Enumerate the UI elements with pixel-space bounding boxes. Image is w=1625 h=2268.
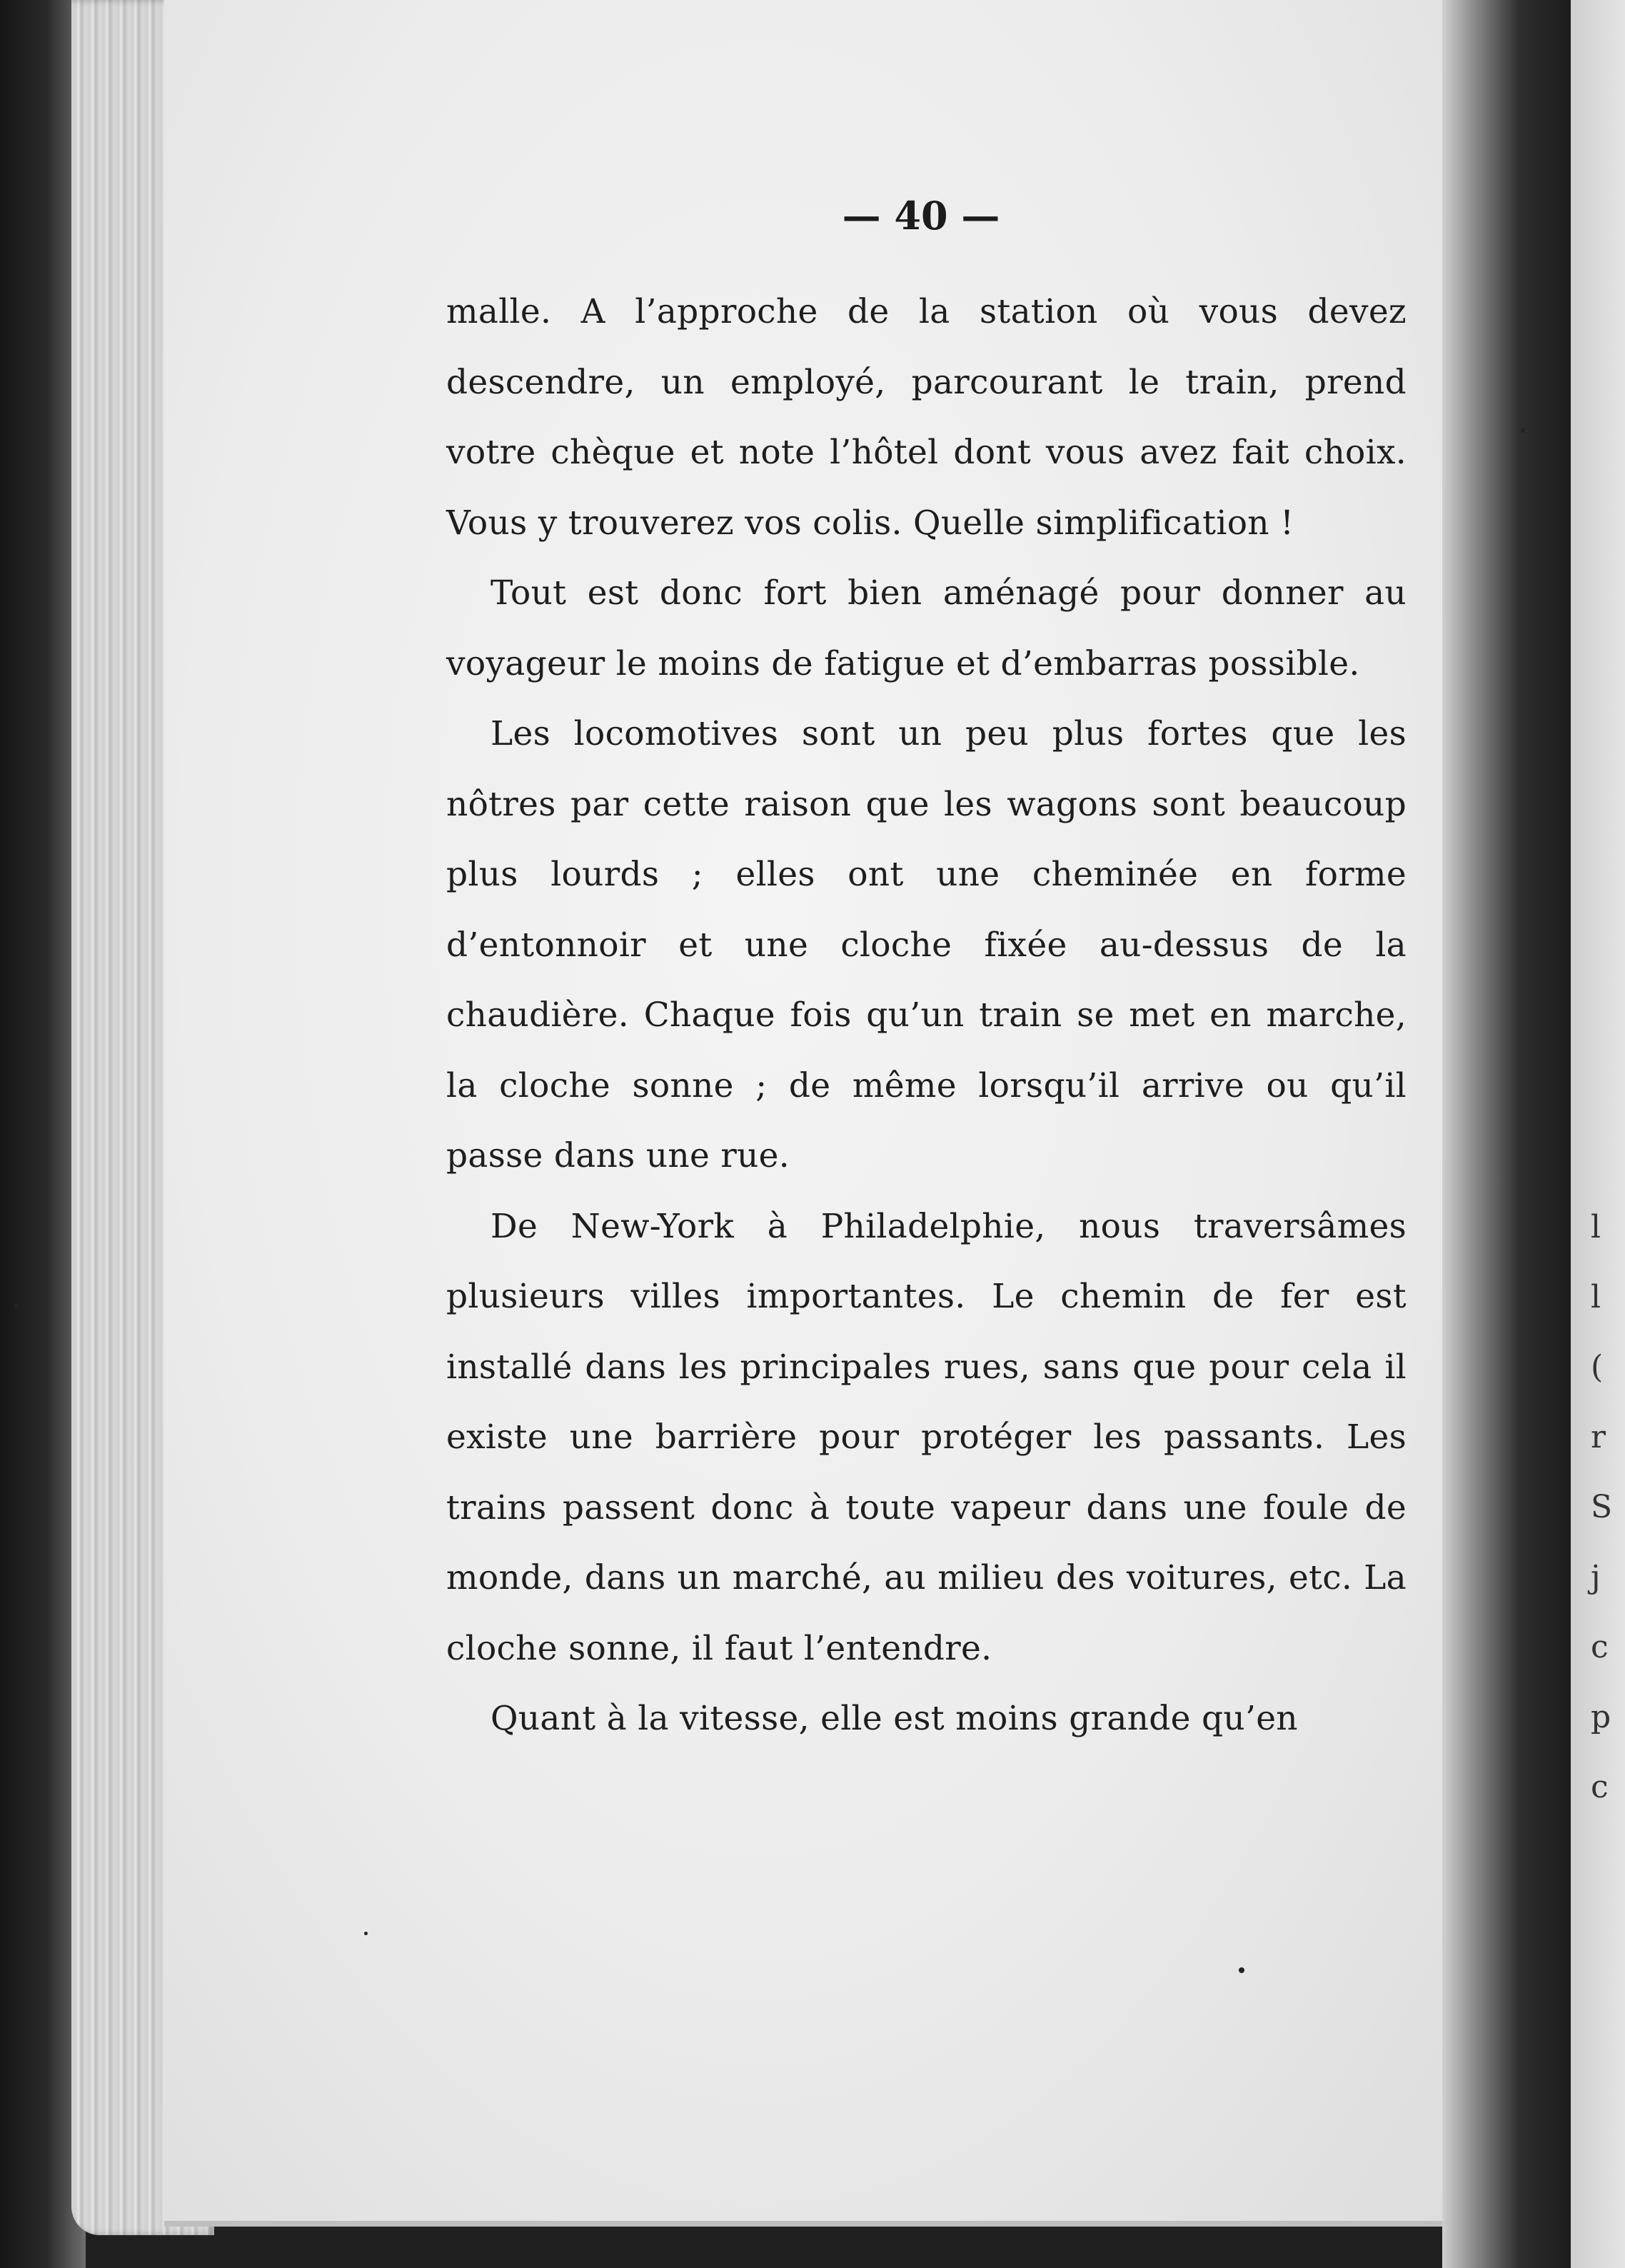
next-page-letter: l bbox=[1591, 1209, 1601, 1245]
paragraph: Les locomotives sont un peu plus fortes que les nôtres par cette raison que les wagons sont beaucoup plus lourds ; elles ont une cheminée en forme d’entonnoir et une cloche fixée au-dessus de la chaudière. Chaque fois qu’un train se met en marche, la cloche sonne ; de même lorsqu’il arrive ou qu’il passe dans une rue. bbox=[446, 714, 1407, 1175]
page-number: — 40 — bbox=[842, 193, 1000, 239]
paragraph: Quant à la vitesse, elle est moins grande qu’en bbox=[490, 1699, 1298, 1738]
next-page-letter: l bbox=[1591, 1279, 1601, 1315]
next-page-partial-letters bbox=[1591, 1193, 1625, 1822]
next-page-letter: S bbox=[1591, 1489, 1613, 1525]
paragraph: malle. A l’approche de la station où vous devez descendre, un employé, parcourant le train, prend votre chèque et note l’hôtel dont vous avez fait choix. Vous y trouverez vos colis. Quelle simplification ! bbox=[446, 292, 1407, 543]
next-page-letter: r bbox=[1591, 1419, 1606, 1455]
next-page-letter: c bbox=[1591, 1769, 1609, 1805]
next-page-letter: p bbox=[1591, 1699, 1611, 1735]
book-gutter-shadow bbox=[1442, 0, 1571, 2268]
next-page-letter: ( bbox=[1591, 1349, 1604, 1385]
next-page-edge bbox=[1571, 0, 1625, 2268]
next-page-letter: j bbox=[1591, 1559, 1601, 1595]
body-text bbox=[446, 277, 1407, 1755]
paragraph: Tout est donc fort bien aménagé pour donner au voyageur le moins de fatigue et d’embarras possible. bbox=[446, 573, 1407, 683]
next-page-letter: c bbox=[1591, 1629, 1609, 1665]
paragraph: De New-York à Philadelphie, nous traversâmes plusieurs villes importantes. Le chemin de fer est installé dans les principales rues, sans que pour cela il existe une barrière pour protéger les passants. Les trains passent donc à toute vapeur dans une foule de monde, dans un marché, au milieu des voitures, etc. La cloche sonne, il faut l’entendre. bbox=[446, 1206, 1407, 1668]
